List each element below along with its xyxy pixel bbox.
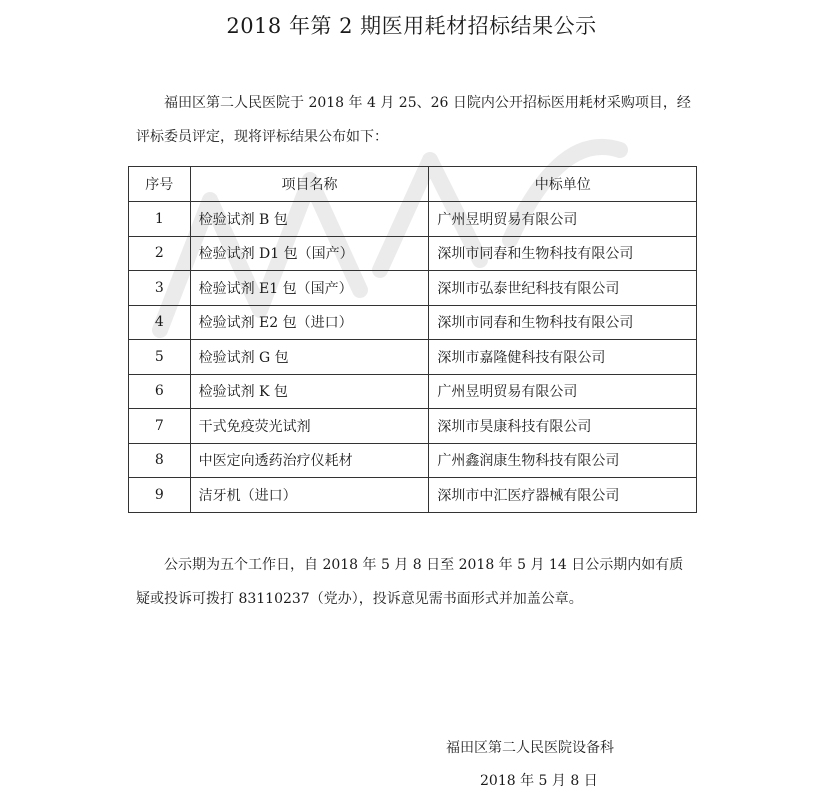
- row-winner: 广州鑫润康生物科技有限公司: [429, 443, 697, 478]
- signature-org: 福田区第二人民医院设备科: [446, 740, 614, 756]
- row-winner: 深圳市昊康科技有限公司: [429, 409, 697, 444]
- table-header-row: [129, 167, 697, 202]
- table-row: [129, 271, 697, 306]
- row-winner: 深圳市嘉隆健科技有限公司: [429, 340, 697, 375]
- row-number: 8: [129, 443, 191, 478]
- row-winner: 深圳市弘泰世纪科技有限公司: [429, 271, 697, 306]
- row-item-name: 检验试剂 D1 包（国产）: [190, 236, 429, 271]
- page-title: 2018 年第 2 期医用耗材招标结果公示: [226, 14, 597, 38]
- table-row: [129, 305, 697, 340]
- row-winner: 广州昱明贸易有限公司: [429, 374, 697, 409]
- table-row: [129, 202, 697, 237]
- header-no: 序号: [129, 167, 191, 202]
- row-item-name: 干式免疫荧光试剂: [190, 409, 429, 444]
- table-row: [129, 236, 697, 271]
- row-number: 3: [129, 271, 191, 306]
- row-number: 5: [129, 340, 191, 375]
- row-winner: 广州昱明贸易有限公司: [429, 202, 697, 237]
- header-winner: 中标单位: [429, 167, 697, 202]
- row-number: 1: [129, 202, 191, 237]
- results-table: [128, 166, 697, 513]
- row-number: 9: [129, 478, 191, 513]
- row-item-name: 洁牙机（进口）: [190, 478, 429, 513]
- table-row: [129, 340, 697, 375]
- signature-date: 2018 年 5 月 8 日: [480, 773, 598, 789]
- row-item-name: 检验试剂 G 包: [190, 340, 429, 375]
- row-item-name: 中医定向透药治疗仪耗材: [190, 443, 429, 478]
- row-item-name: 检验试剂 E1 包（国产）: [190, 271, 429, 306]
- row-number: 7: [129, 409, 191, 444]
- row-item-name: 检验试剂 K 包: [190, 374, 429, 409]
- row-item-name: 检验试剂 E2 包（进口）: [190, 305, 429, 340]
- row-winner: 深圳市中汇医疗器械有限公司: [429, 478, 697, 513]
- table-row: [129, 409, 697, 444]
- row-item-name: 检验试剂 B 包: [190, 202, 429, 237]
- table-row: [129, 374, 697, 409]
- row-winner: 深圳市同春和生物科技有限公司: [429, 305, 697, 340]
- table-row: [129, 443, 697, 478]
- notice-paragraph: 公示期为五个工作日，自 2018 年 5 月 8 日至 2018 年 5 月 14 日公示期内如有质疑或投诉可拨打 83110237（党办），投诉意见需书面形式并加盖公章。: [136, 557, 684, 607]
- row-number: 4: [129, 305, 191, 340]
- row-number: 2: [129, 236, 191, 271]
- header-item: 项目名称: [190, 167, 429, 202]
- row-number: 6: [129, 374, 191, 409]
- intro-paragraph: 福田区第二人民医院于 2018 年 4 月 25、26 日院内公开招标医用耗材采购项目，经评标委员评定，现将评标结果公布如下：: [136, 95, 691, 145]
- row-winner: 深圳市同春和生物科技有限公司: [429, 236, 697, 271]
- table-row: [129, 478, 697, 513]
